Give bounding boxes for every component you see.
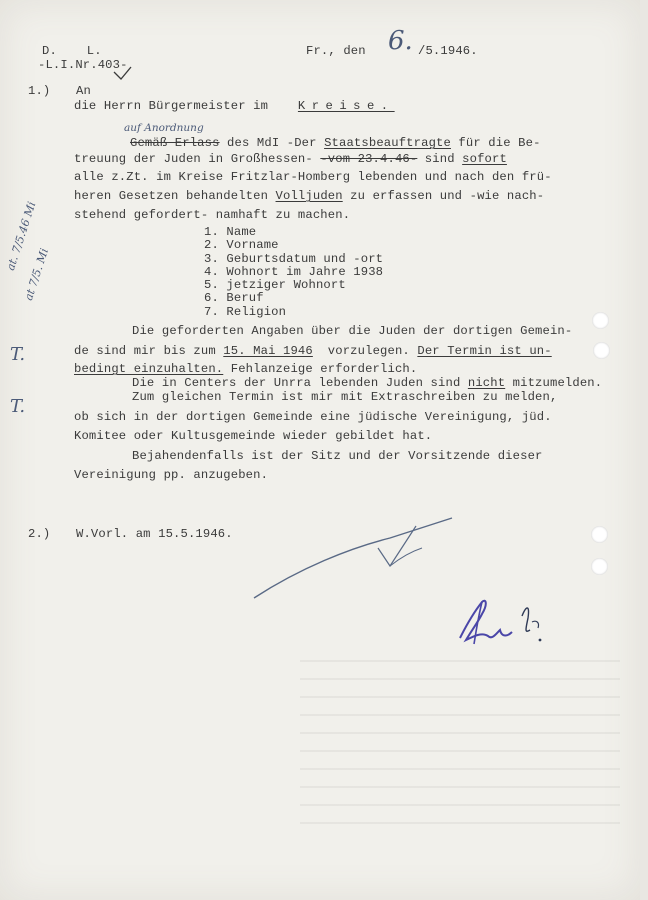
list-item: 7. Religion bbox=[204, 304, 287, 319]
handwritten-day: 6. bbox=[388, 26, 413, 56]
body-line-5: stehend gefordert- namhaft zu machen. bbox=[74, 208, 351, 222]
deadline-date: 15. Mai 1946 bbox=[223, 344, 313, 358]
para2-line-3-end: Fehlanzeige erforderlich. bbox=[223, 362, 418, 376]
list-item: 3. Geburtsdatum und -ort bbox=[204, 251, 384, 266]
punch-hole bbox=[592, 312, 609, 329]
margin-t-mark-2: T. bbox=[10, 396, 26, 417]
body-line-1-mid: des MdI -Der bbox=[219, 136, 325, 150]
para4-line-3: Komitee oder Kultusgemeinde wieder gebildet hat. bbox=[74, 429, 433, 443]
underlined-sofort: sofort bbox=[462, 152, 507, 166]
item-number-1: 1.) bbox=[28, 84, 51, 98]
para2-line-1: Die geforderten Angaben über die Juden der dortigen Gemein- bbox=[132, 324, 573, 338]
body-line-1 bbox=[130, 136, 541, 150]
handwritten-insert: auf Anordnung bbox=[124, 122, 204, 134]
list-item: 1. Name bbox=[204, 225, 257, 239]
para2-line-2 bbox=[74, 344, 552, 358]
struck-date: -vom 23.4.46- bbox=[320, 152, 418, 166]
para5-line-1: Bejahendenfalls ist der Sitz und der Vorsitzende dieser bbox=[132, 449, 543, 463]
body-line-3: alle z.Zt. im Kreise Fritzlar-Homberg lebenden und nach den frü- bbox=[74, 170, 552, 184]
list-item: 4. Wohnort im Jahre 1938 bbox=[204, 264, 384, 279]
body-line-2-mid: sind bbox=[417, 152, 463, 166]
body-line-4 bbox=[74, 189, 544, 203]
punch-hole bbox=[591, 526, 608, 543]
recipient-line bbox=[74, 99, 395, 113]
body-line-2-start: treuung der Juden in Großhessen- bbox=[74, 152, 321, 166]
body-line-2 bbox=[74, 152, 507, 166]
para4-line-1: Zum gleichen Termin ist mir mit Extraschreiben zu melden, bbox=[132, 390, 558, 404]
list-item: 5. jetziger Wohnort bbox=[204, 278, 346, 293]
para3-line-1-end: mitzumelden. bbox=[505, 376, 603, 390]
underlined-staatsbeauftragte: Staatsbeauftragte bbox=[324, 136, 451, 150]
para3-line-1-start: Die in Centers der Unrra lebenden Juden sind bbox=[132, 376, 468, 390]
check-mark-icon bbox=[112, 66, 134, 82]
signature-icon bbox=[452, 596, 552, 652]
punch-hole bbox=[591, 558, 608, 575]
underlined-volljuden: Volljuden bbox=[275, 189, 343, 203]
para2-line-3 bbox=[74, 362, 417, 376]
pencil-stroke-icon bbox=[240, 508, 470, 608]
struck-erlass: Gemäß Erlass bbox=[130, 136, 220, 150]
underlined-termin: Der Termin ist un- bbox=[417, 344, 552, 358]
margin-note-2: at 7/5. Mi bbox=[22, 246, 52, 303]
list-item: 2. Vorname bbox=[204, 238, 279, 253]
para5-line-2: Vereinigung pp. anzugeben. bbox=[74, 468, 269, 482]
para2-line-2-mid: vorzulegen. bbox=[312, 344, 418, 358]
margin-t-mark-1: T. bbox=[10, 344, 26, 365]
header-dl: D. L. bbox=[42, 44, 102, 58]
body-line-4-end: zu erfassen und -wie nach- bbox=[342, 189, 545, 203]
list-item: 6. Beruf bbox=[204, 291, 264, 306]
punch-hole bbox=[593, 342, 610, 359]
recipient-kreise: Kreise. bbox=[297, 99, 395, 113]
para3-line-1 bbox=[132, 376, 602, 390]
para4-line-2: ob sich in der dortigen Gemeinde eine jüdische Vereinigung, jüd. bbox=[74, 410, 552, 424]
place-date-prefix: Fr., den bbox=[306, 44, 366, 58]
para2-line-2-start: de sind mir bis zum bbox=[74, 344, 224, 358]
body-line-4-start: heren Gesetzen behandelten bbox=[74, 189, 276, 203]
address-an: An bbox=[76, 84, 91, 98]
date-suffix: /5.1946. bbox=[418, 44, 478, 58]
underlined-nicht: nicht bbox=[467, 376, 506, 390]
show-through-texture bbox=[300, 660, 620, 840]
data-field-list bbox=[204, 226, 383, 319]
reference-number: -L.I.Nr.403- bbox=[38, 58, 128, 72]
recipient-prefix: die Herrn Bürgermeister im bbox=[74, 99, 269, 113]
body-line-1-end: für die Be- bbox=[450, 136, 541, 150]
margin-note-1: at. 7/5.46 Mi bbox=[4, 200, 39, 273]
wiedervorlage-text: W.Vorl. am 15.5.1946. bbox=[76, 527, 233, 541]
underlined-einzuhalten: bedingt einzuhalten. bbox=[74, 362, 224, 376]
item-number-2: 2.) bbox=[28, 527, 51, 541]
